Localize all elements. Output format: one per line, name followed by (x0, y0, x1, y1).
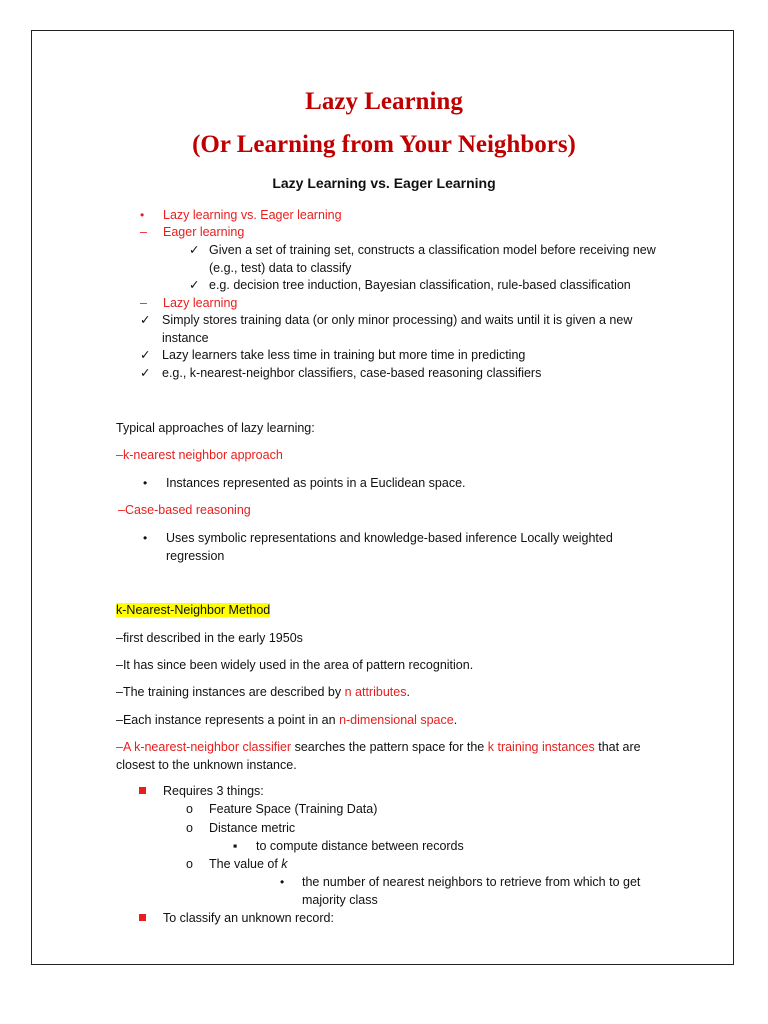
list-item: Simply stores training data (or only minor processing) and waits until it is given a new (162, 313, 633, 327)
list-item: Lazy learning vs. Eager learning (163, 208, 342, 222)
list-item: Requires 3 things: (163, 784, 264, 798)
list-item: the number of nearest neighbors to retrieve from which to get (302, 875, 641, 889)
check-icon: ✓ (140, 348, 151, 362)
list-item: Feature Space (Training Data) (209, 802, 378, 816)
list-item: Given a set of training set, constructs a classification model before receiving new (209, 243, 656, 257)
section-heading (116, 601, 270, 619)
text-run: . (406, 685, 410, 699)
list-item: Instances represented as points in a Euclidean space. (166, 476, 466, 490)
red-term: k training instances (487, 740, 595, 754)
small-square-bullet-icon: ▪ (233, 839, 238, 853)
dash-icon: – (140, 225, 147, 239)
text-run: searches the pattern space for the (291, 740, 488, 754)
list-item: e.g. decision tree induction, Bayesian classification, rule-based classification (209, 278, 631, 292)
text-run: –Each instance represents a point in an (116, 713, 340, 727)
text-run: . (453, 713, 458, 727)
paragraph: –first described in the early 1950s (116, 631, 303, 645)
circle-bullet-icon: o (186, 802, 193, 816)
red-square-bullet-icon (139, 787, 146, 794)
list-item: Distance metric (209, 821, 296, 835)
list-item-continuation: regression (166, 549, 225, 563)
check-icon: ✓ (140, 313, 151, 327)
list-item: e.g., k-nearest-neighbor classifiers, case-based reasoning classifiers (162, 366, 542, 380)
text-run: that are (594, 740, 641, 754)
bullet-icon: • (140, 208, 145, 222)
list-item: To classify an unknown record: (163, 911, 334, 925)
paragraph-continuation: closest to the unknown instance. (116, 758, 297, 772)
list-item-continuation: (e.g., test) data to classify (209, 261, 352, 275)
page-border (31, 30, 734, 965)
page-title-subline: (Or Learning from Your Neighbors) (192, 131, 576, 158)
dash-icon: – (140, 296, 147, 310)
circle-bullet-icon: o (186, 857, 193, 871)
paragraph: Typical approaches of lazy learning: (116, 421, 315, 435)
list-item (209, 855, 288, 873)
red-square-bullet-icon (139, 914, 146, 921)
bullet-icon: • (143, 531, 148, 545)
red-term: n-dimensional space (339, 713, 454, 727)
list-item-continuation: majority class (302, 893, 378, 907)
check-icon: ✓ (140, 366, 151, 380)
page-title: Lazy Learning (305, 88, 463, 115)
check-icon: ✓ (189, 243, 200, 257)
section-heading: Lazy Learning vs. Eager Learning (272, 175, 496, 191)
check-icon: ✓ (189, 278, 200, 292)
paragraph: –It has since been widely used in the area of pattern recognition. (116, 658, 474, 672)
list-item-continuation: instance (162, 331, 209, 345)
bullet-icon: • (143, 476, 148, 490)
text-run: –The training instances are described by (116, 685, 345, 699)
text-run: The value of (209, 857, 282, 871)
list-item: to compute distance between records (256, 839, 464, 853)
bullet-icon: • (280, 875, 285, 889)
paragraph (116, 711, 457, 729)
red-term: n attributes (344, 685, 407, 699)
list-item: Lazy learners take less time in training but more time in predicting (162, 348, 526, 362)
subheading: –Case-based reasoning (118, 503, 251, 517)
highlighted-heading: k-Nearest-Neighbor Method (116, 603, 271, 617)
italic-k: k (281, 857, 288, 871)
paragraph (116, 738, 641, 756)
list-item: Uses symbolic representations and knowledge-based inference Locally weighted (166, 531, 613, 545)
circle-bullet-icon: o (186, 821, 193, 835)
subheading: –k-nearest neighbor approach (116, 448, 283, 462)
list-item: Eager learning (163, 225, 245, 239)
list-item: Lazy learning (163, 296, 238, 310)
red-term: –A k-nearest-neighbor classifier (116, 740, 292, 754)
paragraph (116, 683, 410, 701)
